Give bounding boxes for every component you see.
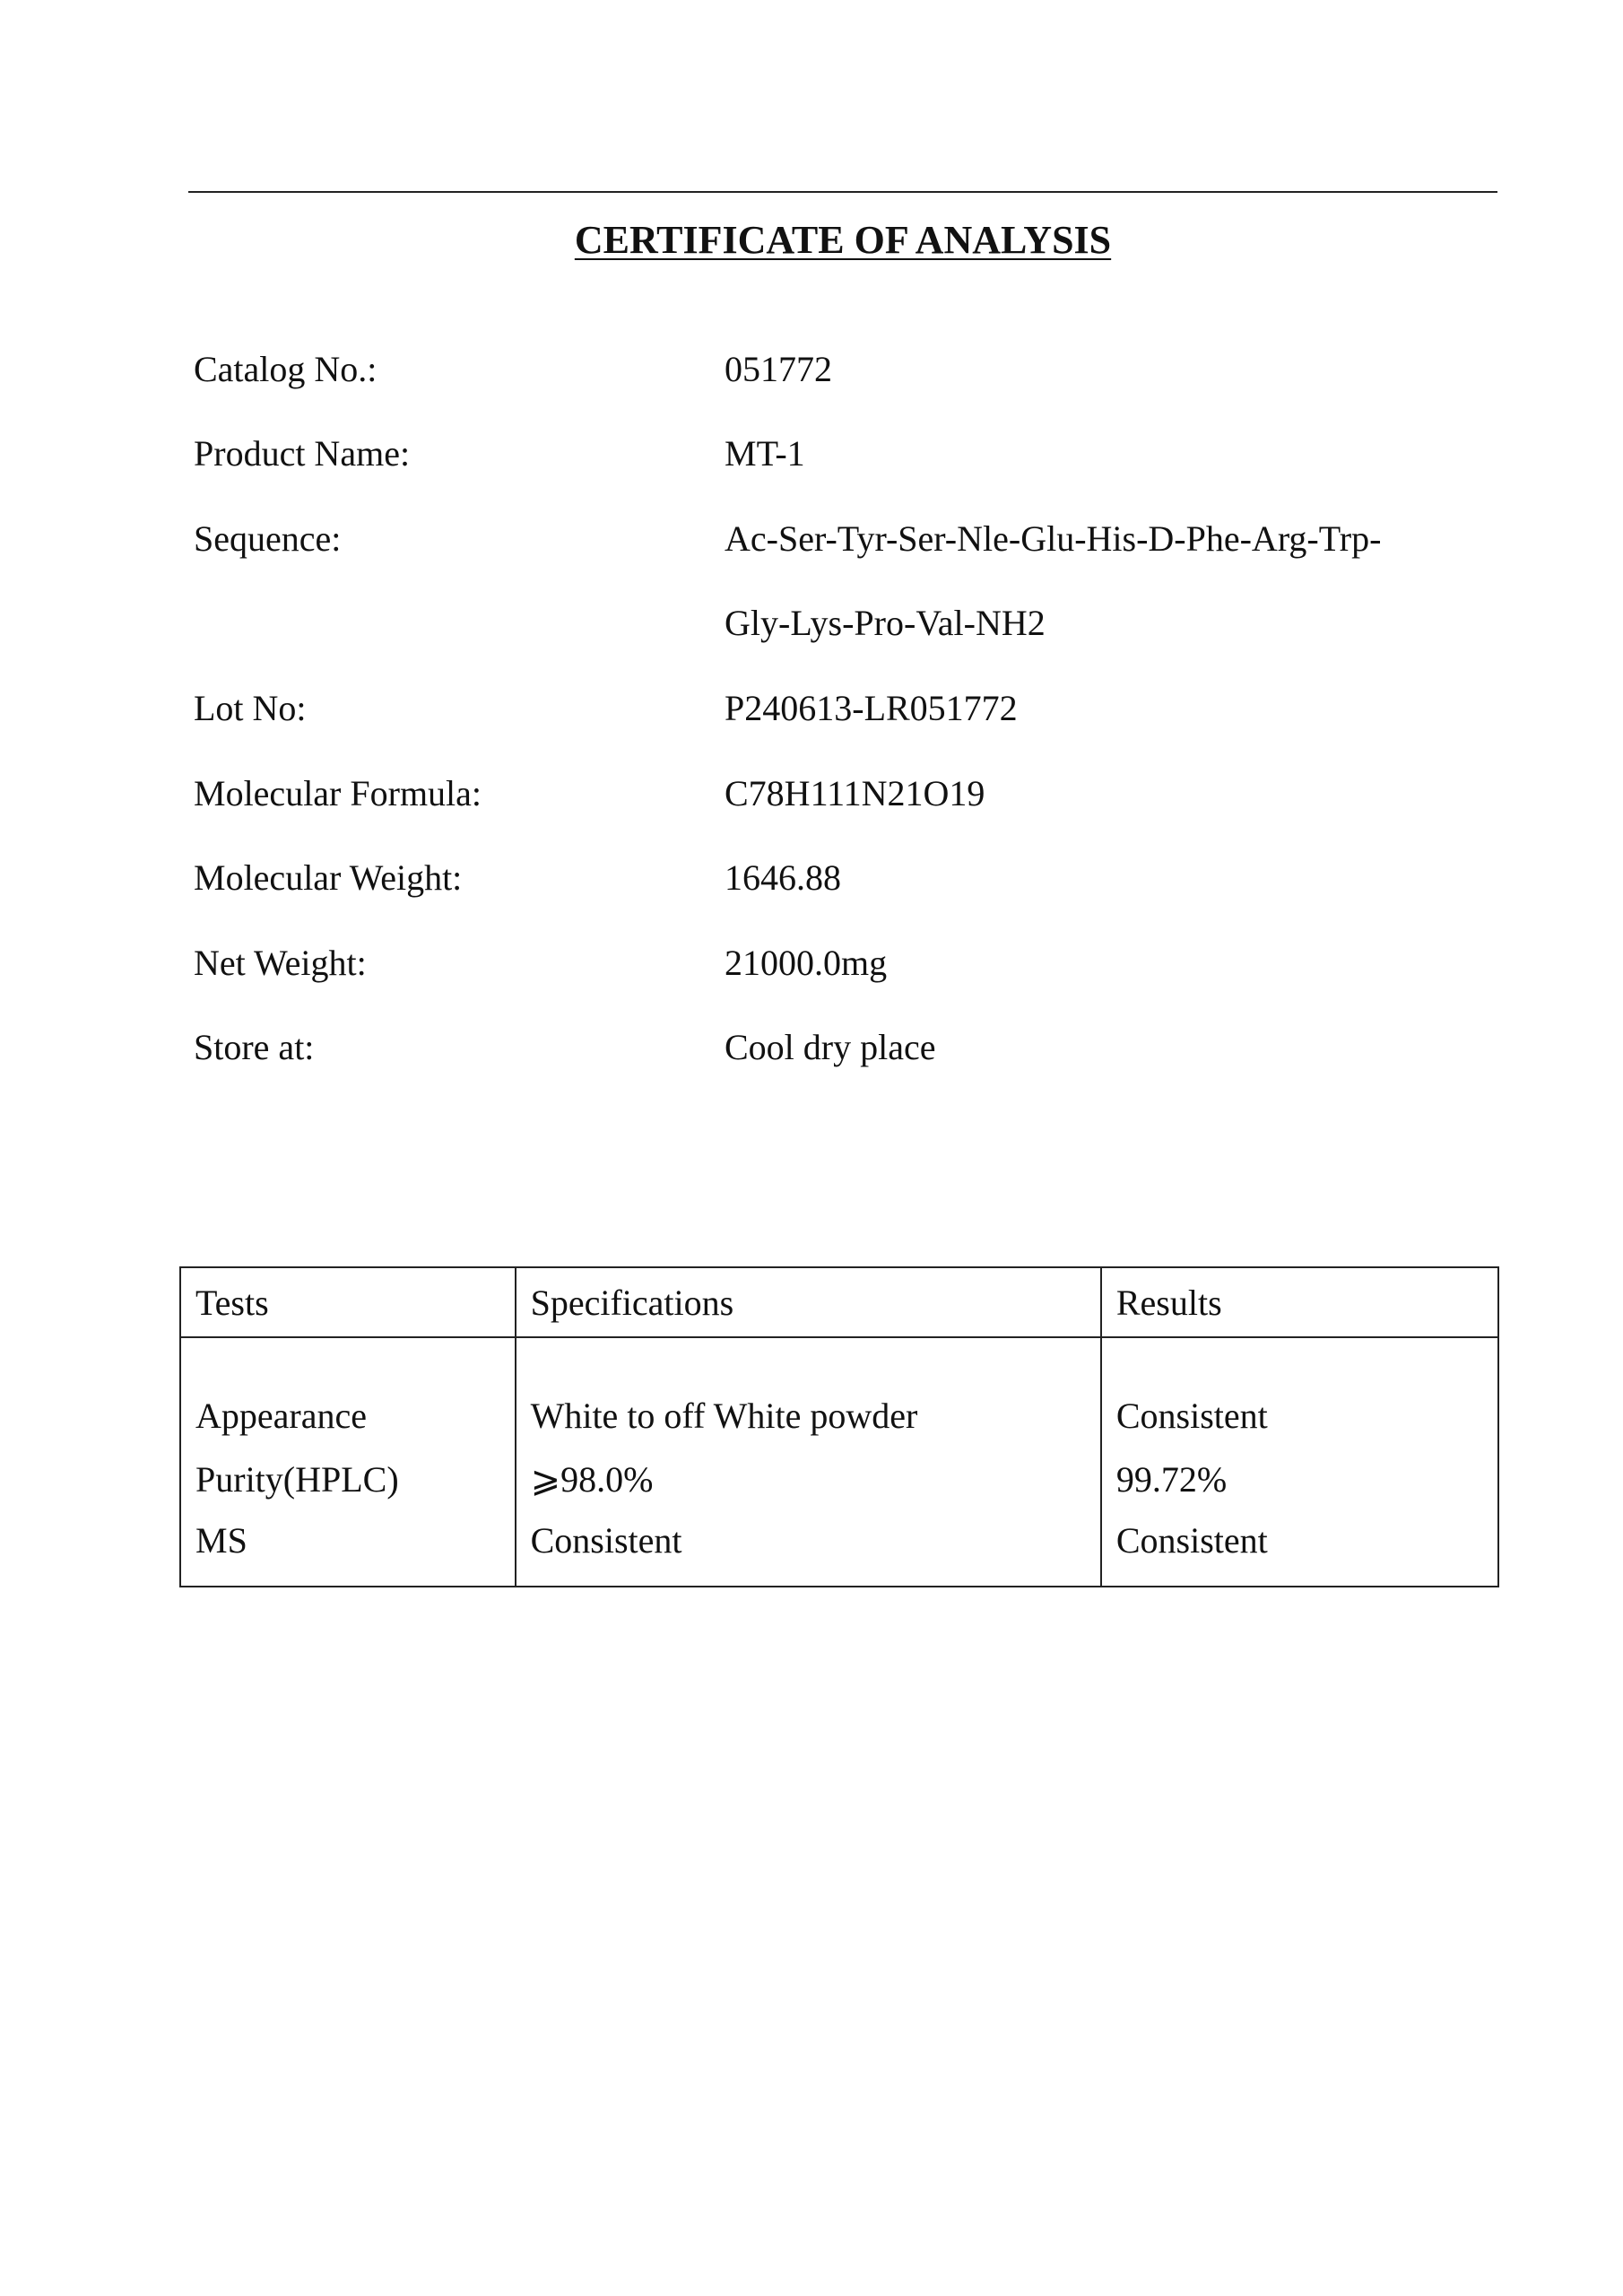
results-table [179,1266,1499,1587]
catalog-no-label: Catalog No.: [194,349,378,389]
net-weight-value: 21000.0mg [725,943,888,983]
test-specification: ⩾98.0% [516,1446,1101,1512]
product-name-value: MT-1 [725,433,805,474]
molecular-weight-value: 1646.88 [725,857,841,898]
test-name: Purity(HPLC) [180,1446,516,1512]
test-result: 99.72% [1101,1446,1498,1512]
test-result: Consistent [1101,1512,1498,1587]
product-name-label: Product Name: [194,433,411,474]
test-name: Appearance [180,1337,516,1446]
net-weight-label: Net Weight: [194,943,367,983]
header-results: Results [1101,1267,1498,1337]
document-title: CERTIFICATE OF ANALYSIS [574,218,1112,262]
table-row [180,1337,1498,1446]
sequence-value-line2: Gly-Lys-Pro-Val-NH2 [725,603,1046,643]
header-specifications: Specifications [516,1267,1101,1337]
test-specification: White to off White powder [516,1337,1101,1446]
store-at-label: Store at: [194,1027,315,1067]
catalog-no-value: 051772 [725,349,832,389]
lot-no-value: P240613-LR051772 [725,688,1018,728]
test-specification: Consistent [516,1512,1101,1587]
sequence-label: Sequence: [194,518,342,559]
store-at-value: Cool dry place [725,1027,936,1067]
molecular-formula-value: C78H111N21O19 [725,773,985,813]
test-result: Consistent [1101,1337,1498,1446]
sequence-value-line1: Ac-Ser-Tyr-Ser-Nle-Glu-His-D-Phe-Arg-Trp- [725,518,1382,559]
molecular-weight-label: Molecular Weight: [194,857,463,898]
header-tests: Tests [180,1267,516,1337]
test-name: MS [180,1512,516,1587]
table-row [180,1446,1498,1512]
table-header-row [180,1267,1498,1337]
top-rule [188,191,1497,193]
lot-no-label: Lot No: [194,688,307,728]
molecular-formula-label: Molecular Formula: [194,773,482,813]
table-row [180,1512,1498,1587]
